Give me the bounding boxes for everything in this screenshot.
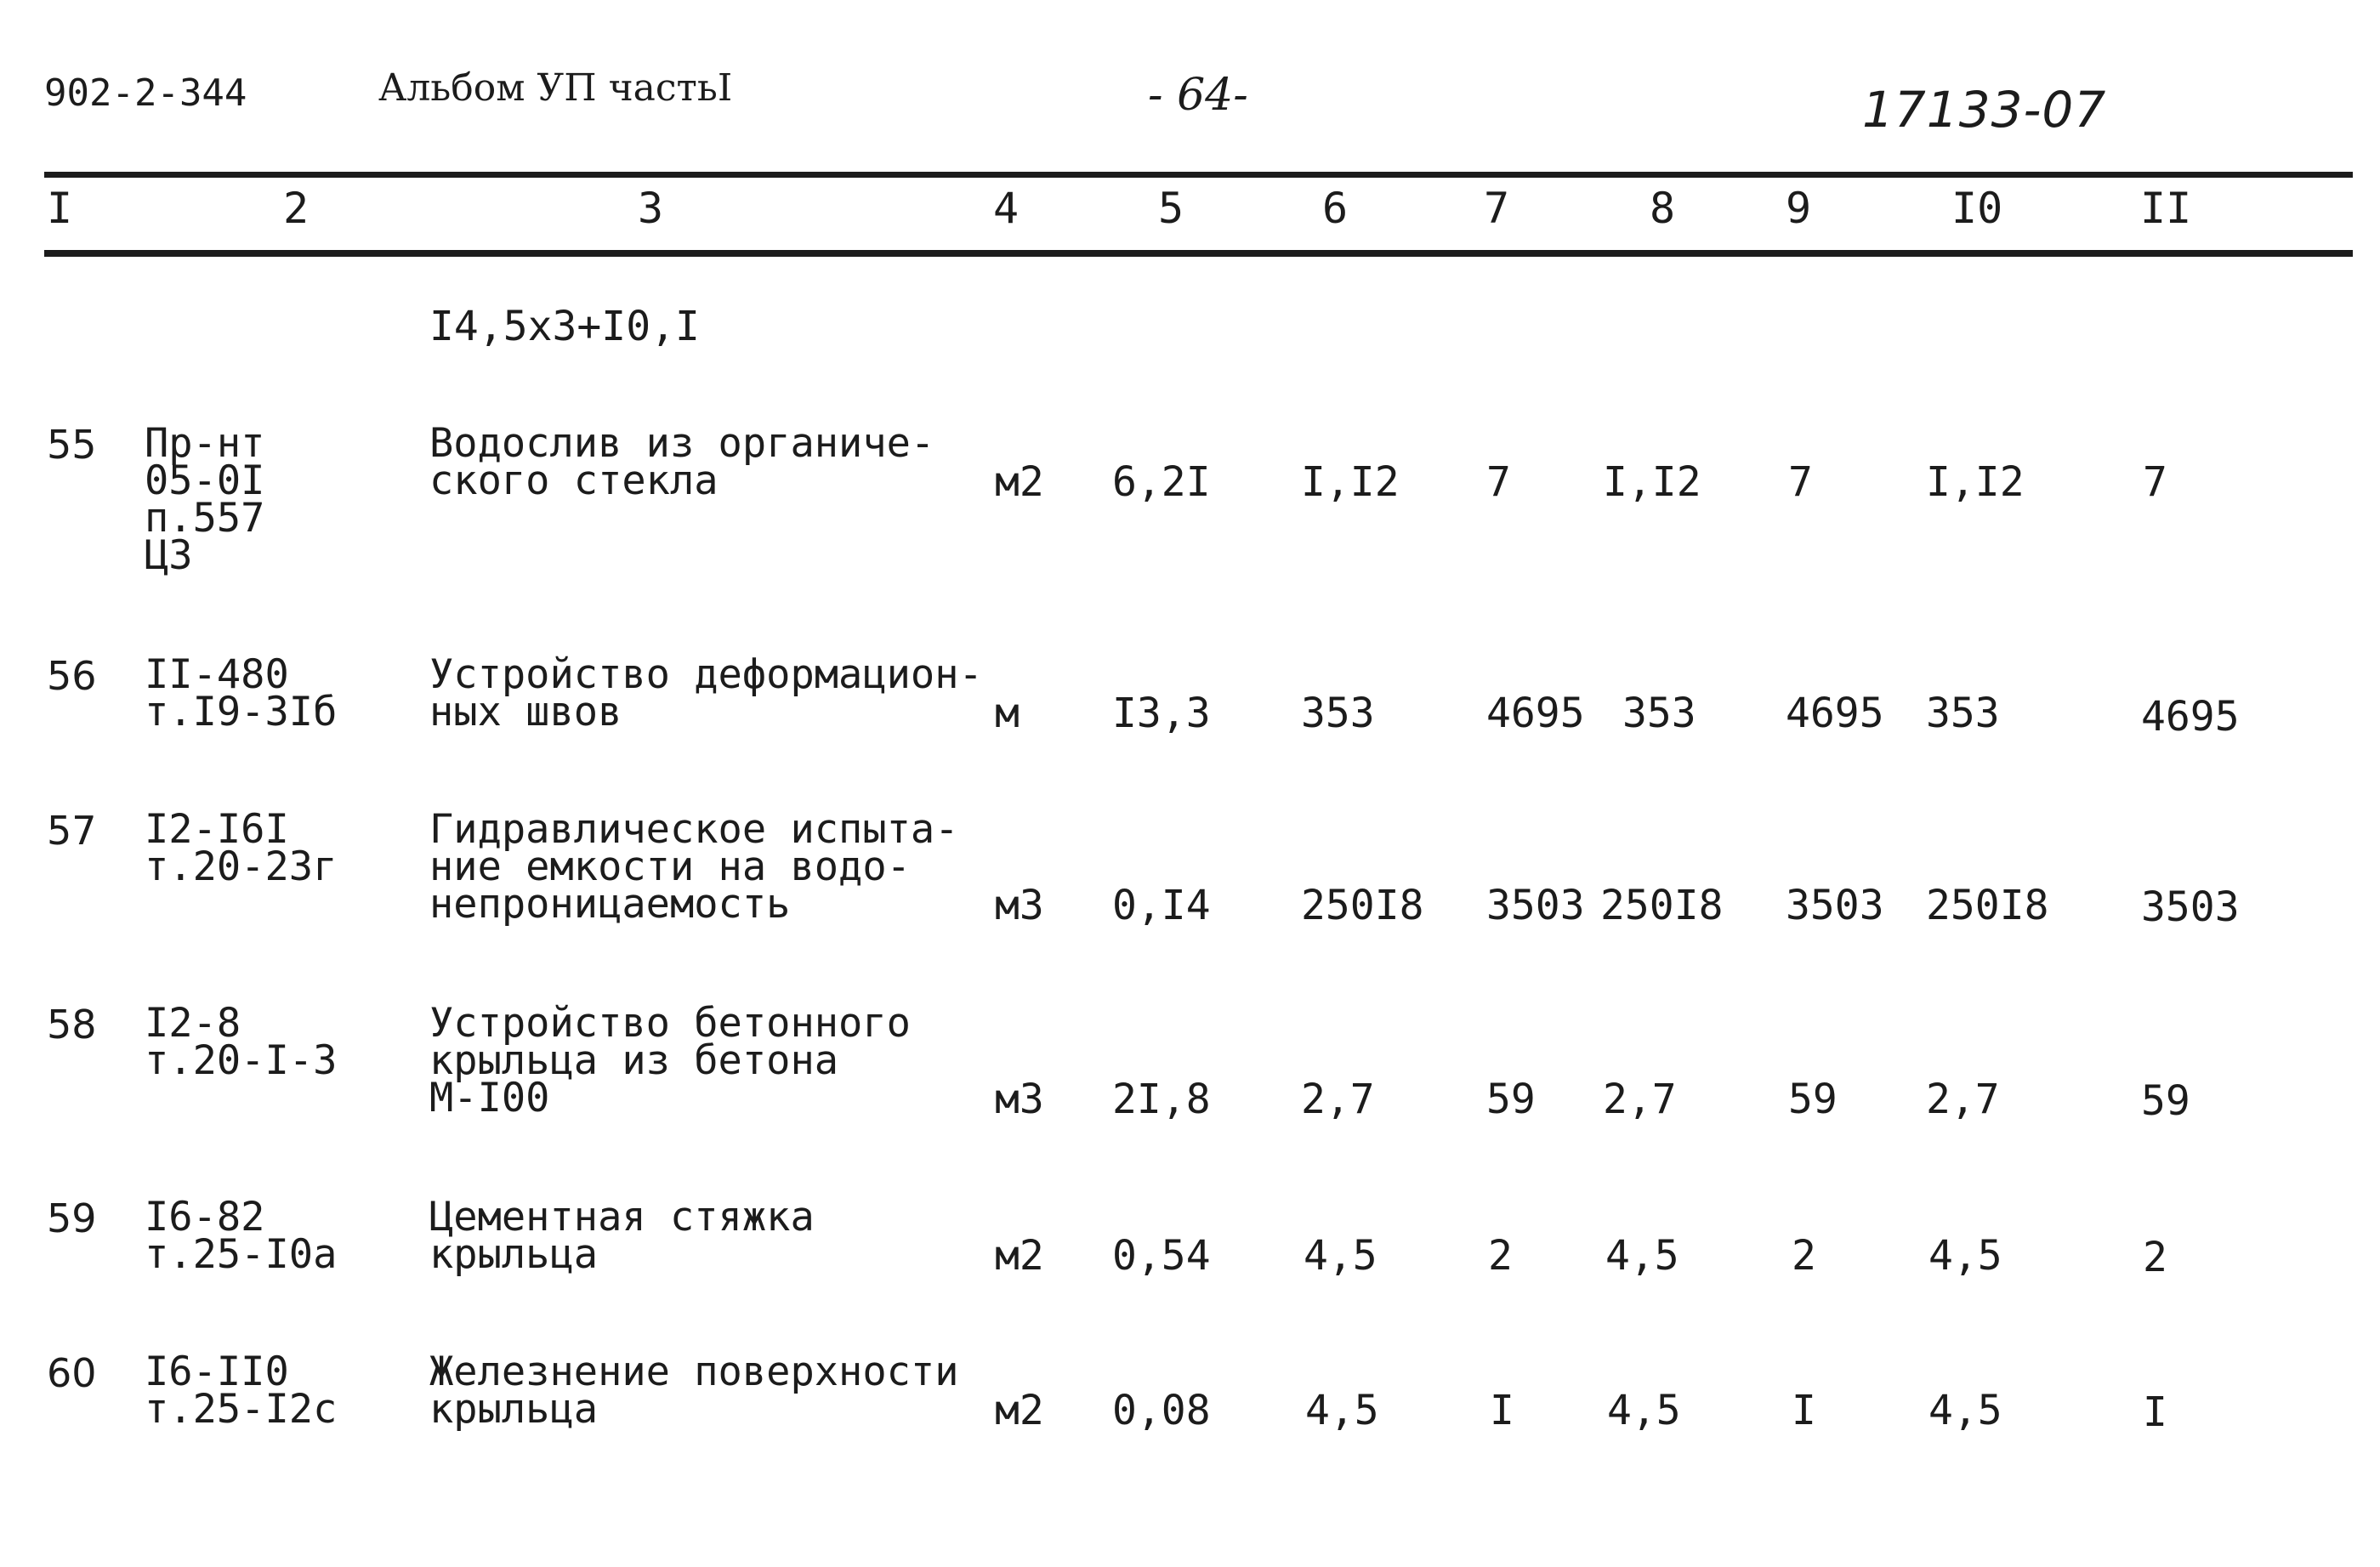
row-unit: м3 bbox=[995, 1076, 1044, 1123]
row-col-6: 250I8 bbox=[1301, 882, 1424, 929]
table-top-rule bbox=[44, 172, 2353, 178]
row-number: 55 bbox=[47, 422, 97, 468]
row-code: Пр-нт 05-0I п.557 Ц3 bbox=[145, 420, 265, 579]
column-header-1: I bbox=[47, 184, 73, 233]
row-col-9: 2 bbox=[1792, 1232, 1816, 1280]
row-unit: м3 bbox=[995, 882, 1044, 929]
row-unit: м bbox=[995, 690, 1020, 737]
row-col-11: 7 bbox=[2143, 458, 2167, 506]
row-description: Устройство деформацион- ных швов bbox=[429, 651, 983, 735]
row-col-7: 59 bbox=[1486, 1076, 1536, 1123]
row-description: Устройство бетонного крыльца из бетона М-I00 bbox=[429, 1000, 911, 1121]
page-number: - 64- bbox=[1148, 70, 1248, 121]
column-header-4: 4 bbox=[993, 184, 1020, 233]
row-number: 58 bbox=[47, 1002, 97, 1048]
row-col-8: 4,5 bbox=[1605, 1232, 1679, 1280]
column-header-8: 8 bbox=[1650, 184, 1676, 233]
row-description: Водослив из органиче- ского стекла bbox=[429, 420, 935, 504]
row-col-6: 4,5 bbox=[1305, 1387, 1379, 1434]
row-quantity: I3,3 bbox=[1112, 690, 1211, 737]
row-col-7: 3503 bbox=[1486, 882, 1585, 929]
row-col-11: 4695 bbox=[2141, 693, 2240, 741]
row-col-11: 59 bbox=[2141, 1077, 2190, 1125]
row-unit: м2 bbox=[995, 1387, 1044, 1434]
row-col-9: 3503 bbox=[1786, 882, 1884, 929]
sheet-code: 17133-07 bbox=[1862, 81, 2107, 139]
row-col-6: 2,7 bbox=[1301, 1076, 1375, 1123]
row-unit: м2 bbox=[995, 458, 1044, 506]
row-quantity: 0,08 bbox=[1112, 1387, 1211, 1434]
album-label: Альбом УП частьI bbox=[378, 66, 733, 110]
row-col-6: I,I2 bbox=[1301, 458, 1400, 506]
row-code: I6-82 т.25-I0а bbox=[145, 1194, 338, 1278]
row-col-11: 3503 bbox=[2141, 883, 2240, 931]
row-quantity: 0,I4 bbox=[1112, 882, 1211, 929]
row-col-7: 7 bbox=[1486, 458, 1511, 506]
row-col-9: 7 bbox=[1788, 458, 1813, 506]
row-number: 59 bbox=[47, 1195, 97, 1241]
row-number: 57 bbox=[47, 808, 97, 854]
row-quantity: 6,2I bbox=[1112, 458, 1211, 506]
row-description: Железнение поверхности крыльца bbox=[429, 1348, 959, 1433]
row-number: 56 bbox=[47, 653, 97, 699]
column-header-7: 7 bbox=[1484, 184, 1510, 233]
row-col-10: 250I8 bbox=[1926, 882, 2049, 929]
row-col-9: I bbox=[1792, 1387, 1816, 1434]
row-quantity: 0,54 bbox=[1112, 1232, 1211, 1280]
column-header-10: I0 bbox=[1951, 184, 2003, 233]
row-col-10: 353 bbox=[1926, 690, 2000, 737]
row-unit: м2 bbox=[995, 1232, 1044, 1280]
row-code: I2-I6I т.20-23г bbox=[145, 806, 338, 890]
row-col-8: 2,7 bbox=[1603, 1076, 1677, 1123]
row-description: Гидравлическое испыта- ние емкости на водо- непроницаемость bbox=[429, 806, 959, 928]
row-col-10: 4,5 bbox=[1928, 1387, 2002, 1434]
document-code: 902-2-344 bbox=[44, 71, 247, 115]
column-header-11: II bbox=[2140, 184, 2192, 233]
row-col-6: 4,5 bbox=[1304, 1232, 1377, 1280]
column-header-3: 3 bbox=[638, 184, 664, 233]
row-number: 60 bbox=[47, 1350, 97, 1396]
column-header-6: 6 bbox=[1322, 184, 1349, 233]
continued-formula: I4,5x3+I0,I bbox=[429, 303, 700, 350]
row-col-7: 2 bbox=[1488, 1232, 1513, 1280]
row-col-6: 353 bbox=[1301, 690, 1375, 737]
row-col-9: 59 bbox=[1788, 1076, 1838, 1123]
row-col-8: 4,5 bbox=[1607, 1387, 1681, 1434]
row-col-8: 250I8 bbox=[1600, 882, 1724, 929]
row-col-10: 4,5 bbox=[1928, 1232, 2002, 1280]
column-header-5: 5 bbox=[1158, 184, 1184, 233]
row-code: I6-II0 т.25-I2с bbox=[145, 1348, 338, 1433]
row-col-10: 2,7 bbox=[1926, 1076, 2000, 1123]
row-quantity: 2I,8 bbox=[1112, 1076, 1211, 1123]
row-description: Цементная стяжка крыльца bbox=[429, 1194, 815, 1278]
table-header-rule bbox=[44, 250, 2353, 257]
row-col-9: 4695 bbox=[1786, 690, 1884, 737]
row-col-7: I bbox=[1490, 1387, 1514, 1434]
column-header-9: 9 bbox=[1786, 184, 1812, 233]
row-col-11: I bbox=[2143, 1388, 2167, 1436]
row-col-7: 4695 bbox=[1486, 690, 1585, 737]
row-code: II-480 т.I9-3Iб bbox=[145, 651, 338, 735]
row-col-11: 2 bbox=[2143, 1234, 2167, 1281]
row-col-8: I,I2 bbox=[1603, 458, 1701, 506]
row-col-10: I,I2 bbox=[1926, 458, 2025, 506]
row-code: I2-8 т.20-I-3 bbox=[145, 1000, 338, 1084]
column-header-2: 2 bbox=[283, 184, 310, 233]
row-col-8: 353 bbox=[1622, 690, 1696, 737]
